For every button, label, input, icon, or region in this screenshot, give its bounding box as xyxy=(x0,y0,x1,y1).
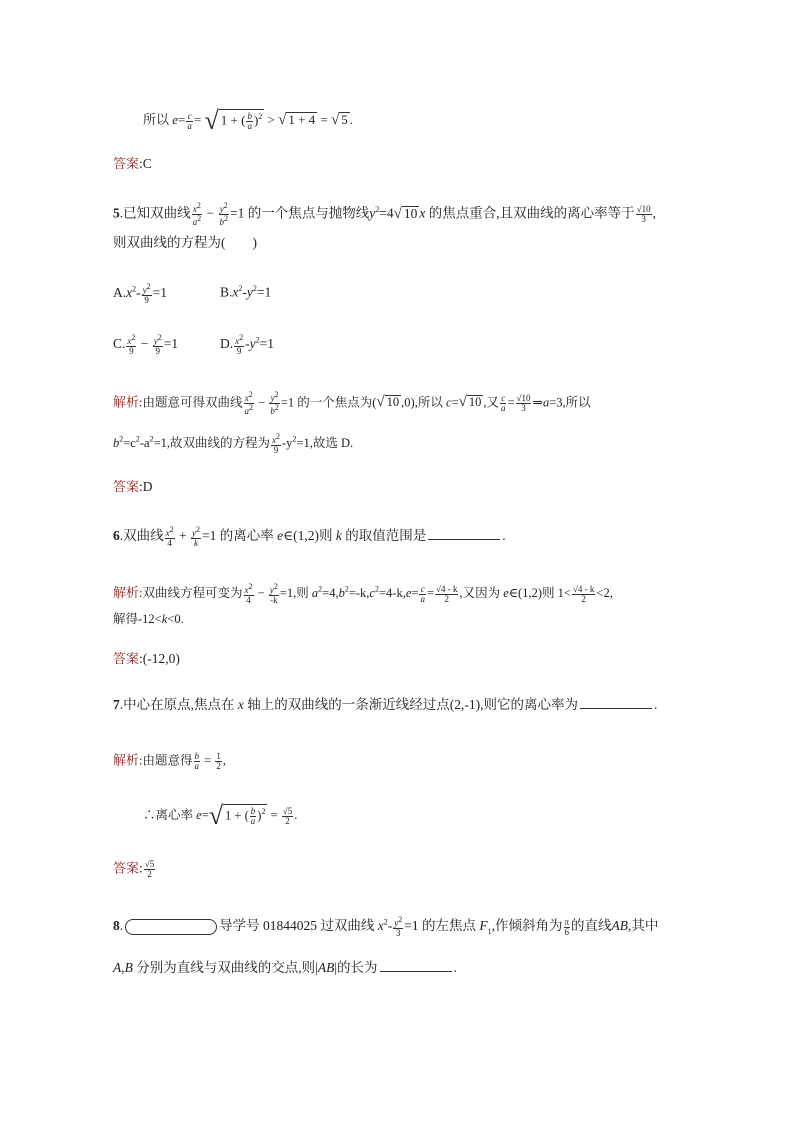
prev-radicand: 1 + ( $\frac{b}{a}$ )$^2$ xyxy=(220,110,263,131)
q7-answer-blank[interactable] xyxy=(580,707,652,709)
q5-option-b[interactable]: $B.x^2-y^2=1$ xyxy=(220,284,272,300)
q5-ecc: $\frac{√10}{3}$ xyxy=(636,204,651,224)
answer-label: 答案 xyxy=(113,480,140,495)
q5-x2-over-a2: $\frac{x^2}{a^2}$ xyxy=(192,201,202,227)
q5-y2-over-b2: $\frac{y^2}{b^2}$ xyxy=(219,201,228,227)
prev-e: e xyxy=(172,111,179,127)
q5-para-y: y xyxy=(369,205,376,221)
q8-answer-blank[interactable] xyxy=(380,970,452,972)
answer-value: (-12,0) xyxy=(142,651,180,666)
answer-value: D xyxy=(142,479,153,494)
q6-answer-blank[interactable] xyxy=(428,538,500,540)
answer-label: 答案 xyxy=(113,157,140,172)
q8-line1: 8. 导学号 01844025 过双曲线 $x^2-$ $\frac{y^2}{3}$ =1 的左焦点 $F_1$,作倾斜角为 $\frac{\pi}{6}$ 的直线AB,其中 xyxy=(113,915,659,938)
prev-rad14: 1 + 4 xyxy=(288,111,316,127)
sol6-line2: 解得-12<k<0. xyxy=(113,612,184,626)
answer-value: $\frac{√5}{2}$ xyxy=(144,859,155,879)
sqrt-icon: √ xyxy=(204,106,219,135)
q5-text3: 则双曲线的方程为( ) xyxy=(113,235,257,250)
solution-label: 解析 xyxy=(113,753,140,769)
study-tag-badge xyxy=(125,919,217,935)
q5-eq1: =1 的一个焦点与抛物线 xyxy=(230,205,370,221)
sol7-line2: ∴离心率 e=√ 1 + ( $\frac{b}{a}$ )$^2$ = $\frac{√5}{2}$ . xyxy=(143,801,298,830)
q7-number: 7 xyxy=(113,697,120,712)
prev-gt: > xyxy=(267,111,275,127)
q8-line2: A,B 分别为直线与双曲线的交点,则|AB|的长为 . xyxy=(113,960,457,975)
answer-label: 答案 xyxy=(113,861,140,877)
q5-option-a[interactable]: $A.x^2-$ $\frac{y^2}{9}$ =1 xyxy=(113,282,167,305)
q5-text1: 已知双曲线 xyxy=(123,205,191,221)
sqrt-icon: √ xyxy=(278,111,287,128)
sqrt-icon: √ xyxy=(208,801,224,830)
sol5-answer: 答案:D xyxy=(113,479,153,495)
q5-option-c[interactable]: C. $\frac{x^2}{9}$ − $\frac{y^2}{9}$ =1 xyxy=(113,333,179,356)
q8-number: 8 xyxy=(113,918,120,934)
solution-label: 解析 xyxy=(113,395,140,411)
q5-line1: 5.已知双曲线 $\frac{x^2}{a^2}$ − $\frac{y^2}{b^2}$ =1 的一个焦点与抛物线$y^2=4√$ 10 x 的焦点重合,且双曲线的离心率等于 $\frac{√10}{3}$ , xyxy=(113,201,656,227)
answer-label: 答案 xyxy=(113,652,140,667)
prev-eq: = xyxy=(320,111,328,127)
q5-text2: 的焦点重合,且双曲线的离心率等于 xyxy=(425,205,635,221)
answer-value: C xyxy=(142,156,152,171)
prev-sqrt5: 5 xyxy=(341,111,348,127)
solution-label: 解析 xyxy=(113,585,140,601)
sol7-answer: 答案: $\frac{√5}{2}$ xyxy=(113,859,155,879)
q6-number: 6 xyxy=(113,528,120,544)
sqrt-icon: √ xyxy=(458,394,467,411)
sqrt-icon: √ xyxy=(393,205,402,222)
prev-lead: 所以 xyxy=(143,111,170,127)
sol7-line1: 解析:由题意得 $\frac{b}{a}$ = $\frac{1}{2}$ , xyxy=(113,751,226,771)
prev-formula-line: 所以 e= $\frac{c}{a}$ = √ 1 + ( $\frac{b}{a}$ )$^2$ > √ 1 + 4 = √ 5 . xyxy=(143,106,354,135)
sol5-line1: 解析:由题意可得双曲线 $\frac{x^2}{a^2}$ − $\frac{y^2}{b^2}$ =1 的一个焦点为(√ 10 ,0),所以 c=√ 10 ,又 $\frac{c}{a}$ = $\frac{√10}{3}$ ⇒a=3,所以 xyxy=(113,390,591,416)
q5-number: 5 xyxy=(113,205,120,221)
prev-c-over-a: $\frac{c}{a}$ xyxy=(187,110,192,131)
sqrt-icon: √ xyxy=(376,394,385,411)
q6-line: 6.双曲线 $\frac{x^2}{4}$ + $\frac{y^2}{k}$ =1 的离心率 e∈(1,2)则 k 的取值范围是 . xyxy=(113,525,506,548)
prev-answer: 答案:C xyxy=(113,156,152,172)
q5-sqrt10: 10 xyxy=(403,205,418,221)
sol6-line1: 解析:双曲线方程可变为 $\frac{x^2}{4}$ − $\frac{y^2}{-k}$ =1,则 $a^2=4,b^2=-k,c^2=4-k,e=$ $\frac{c}{a}$ = $\frac{√4 - k}{2}$ ,又因为 e∈(1,2)则 1< $\frac{√4 - k}{2}$ <2, xyxy=(113,582,613,605)
sol6-answer: 答案:(-12,0) xyxy=(113,651,180,667)
q5-option-d[interactable]: D. $\frac{x^2}{9}$ $-y^2=1$ xyxy=(220,333,274,356)
sol5-line2: $b^2=c^2-a^2=1$,故双曲线的方程为 $\frac{x^2}{9}$ $-y^2=1$,故选 D. xyxy=(113,432,354,455)
sqrt-icon: √ xyxy=(331,111,340,128)
q7-line: 7.中心在原点,焦点在 x 轴上的双曲线的一条渐近线经过点(2,-1),则它的离心率为 . xyxy=(113,697,658,712)
q5-line2 xyxy=(113,236,257,250)
